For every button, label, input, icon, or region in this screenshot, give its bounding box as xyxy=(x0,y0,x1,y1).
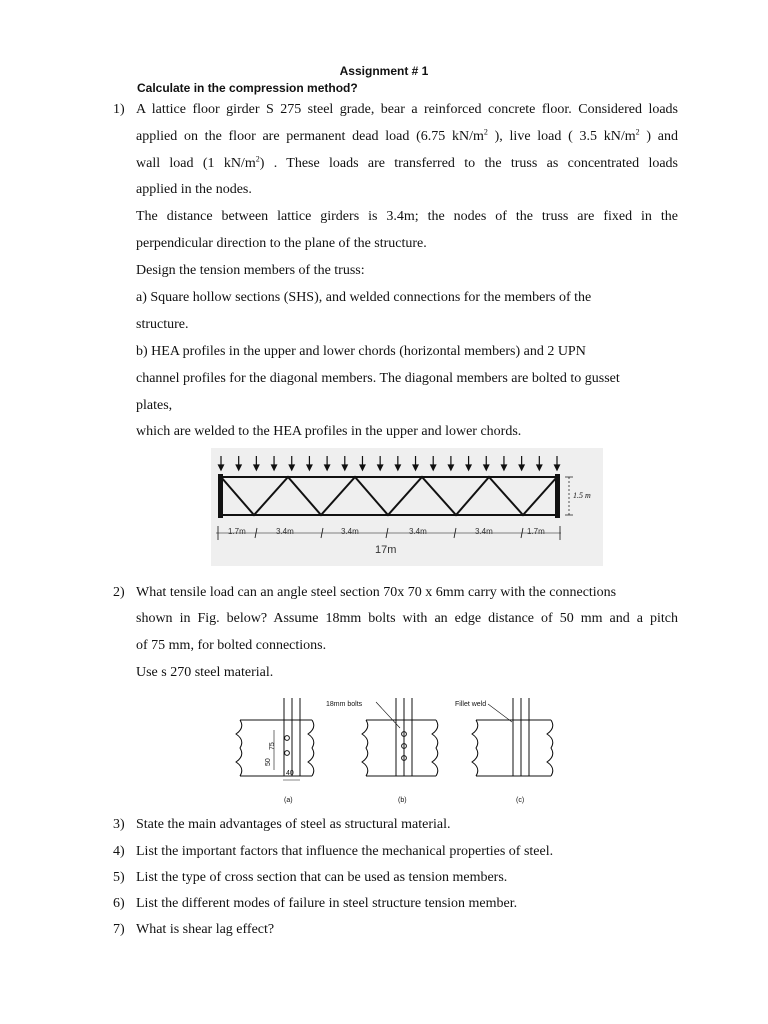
connection-c xyxy=(472,698,553,776)
q2-line-3: of 75 mm, for bolted connections. xyxy=(136,638,327,653)
q7-number: 7) xyxy=(113,922,125,937)
total-span-label: 17m xyxy=(375,544,397,556)
q1-line-4: applied in the nodes. xyxy=(136,182,252,197)
dim-40: 40 xyxy=(286,770,294,777)
truss-figure xyxy=(211,448,603,566)
q1-line-8: a) Square hollow sections (SHS), and welded connections for the members of the xyxy=(136,290,592,305)
span-label-2: 3.4m xyxy=(276,527,294,536)
q1-line-9: structure. xyxy=(136,317,189,332)
q2-line-1: What tensile load can an angle steel section 70x 70 x 6mm carry with the connections xyxy=(136,585,617,600)
q5-number: 5) xyxy=(113,870,125,885)
span-label-1: 1.7m xyxy=(228,527,246,536)
connections-figure xyxy=(226,690,566,810)
q1-line-1: A lattice floor girder S 275 steel grade, bear a reinforced concrete floor. Considered loads xyxy=(136,102,678,117)
q6-text: List the different modes of failure in steel structure tension member. xyxy=(136,896,518,911)
q1-line-2: applied on the floor are permanent dead load (6.75 $kN/m^2$ ), live load ( 3.5 $kN/m^2$ ) and xyxy=(136,127,678,144)
span-label-6: 1.7m xyxy=(527,527,545,536)
q3-text: State the main advantages of steel as structural material. xyxy=(136,817,451,832)
truss-height-label: 1.5 m xyxy=(573,491,591,500)
span-label-5: 3.4m xyxy=(475,527,493,536)
q6-number: 6) xyxy=(113,896,125,911)
q2-line-4: Use s 270 steel material. xyxy=(136,665,274,680)
q4-number: 4) xyxy=(113,844,125,859)
q1-line-5: The distance between lattice girders is 3.4m; the nodes of the truss are fixed in the xyxy=(136,209,678,224)
span-label-4: 3.4m xyxy=(409,527,427,536)
q1-number: 1) xyxy=(113,102,125,117)
q1-line-11: channel profiles for the diagonal members. The diagonal members are bolted to gusset xyxy=(136,371,620,386)
q2-number: 2) xyxy=(113,585,125,600)
caption-a: (a) xyxy=(284,797,293,804)
bolts-label: 18mm bolts xyxy=(326,701,363,708)
assignment-title: Assignment # 1 xyxy=(339,64,429,78)
caption-b: (b) xyxy=(398,797,407,804)
q5-text: List the type of cross section that can be used as tension members. xyxy=(136,870,508,885)
q4-text: List the important factors that influence the mechanical properties of steel. xyxy=(136,844,554,859)
caption-c: (c) xyxy=(516,797,525,804)
dim-50: 50 xyxy=(265,758,272,766)
q1-line-3: wall load (1 $kN/m^2$) . These loads are transferred to the truss as concentrated loads xyxy=(136,154,678,171)
q1-line-6: perpendicular direction to the plane of the structure. xyxy=(136,236,427,251)
dim-75: 75 xyxy=(269,742,276,750)
q1-line-7: Design the tension members of the truss: xyxy=(136,263,365,278)
span-label-3: 3.4m xyxy=(341,527,359,536)
connection-a xyxy=(236,698,314,780)
q2-line-2: shown in Fig. below? Assume 18mm bolts with an edge distance of 50 mm and a pitch xyxy=(136,611,678,626)
q1-line-13: which are welded to the HEA profiles in the upper and lower chords. xyxy=(136,424,522,439)
weld-label: Fillet weld xyxy=(455,701,487,708)
q3-number: 3) xyxy=(113,817,125,832)
q7-text: What is shear lag effect? xyxy=(136,922,275,937)
connection-b xyxy=(362,698,438,776)
assignment-subtitle: Calculate in the compression method? xyxy=(137,81,358,95)
q1-line-10: b) HEA profiles in the upper and lower chords (horizontal members) and 2 UPN xyxy=(136,344,586,359)
q1-line-12: plates, xyxy=(136,398,173,413)
